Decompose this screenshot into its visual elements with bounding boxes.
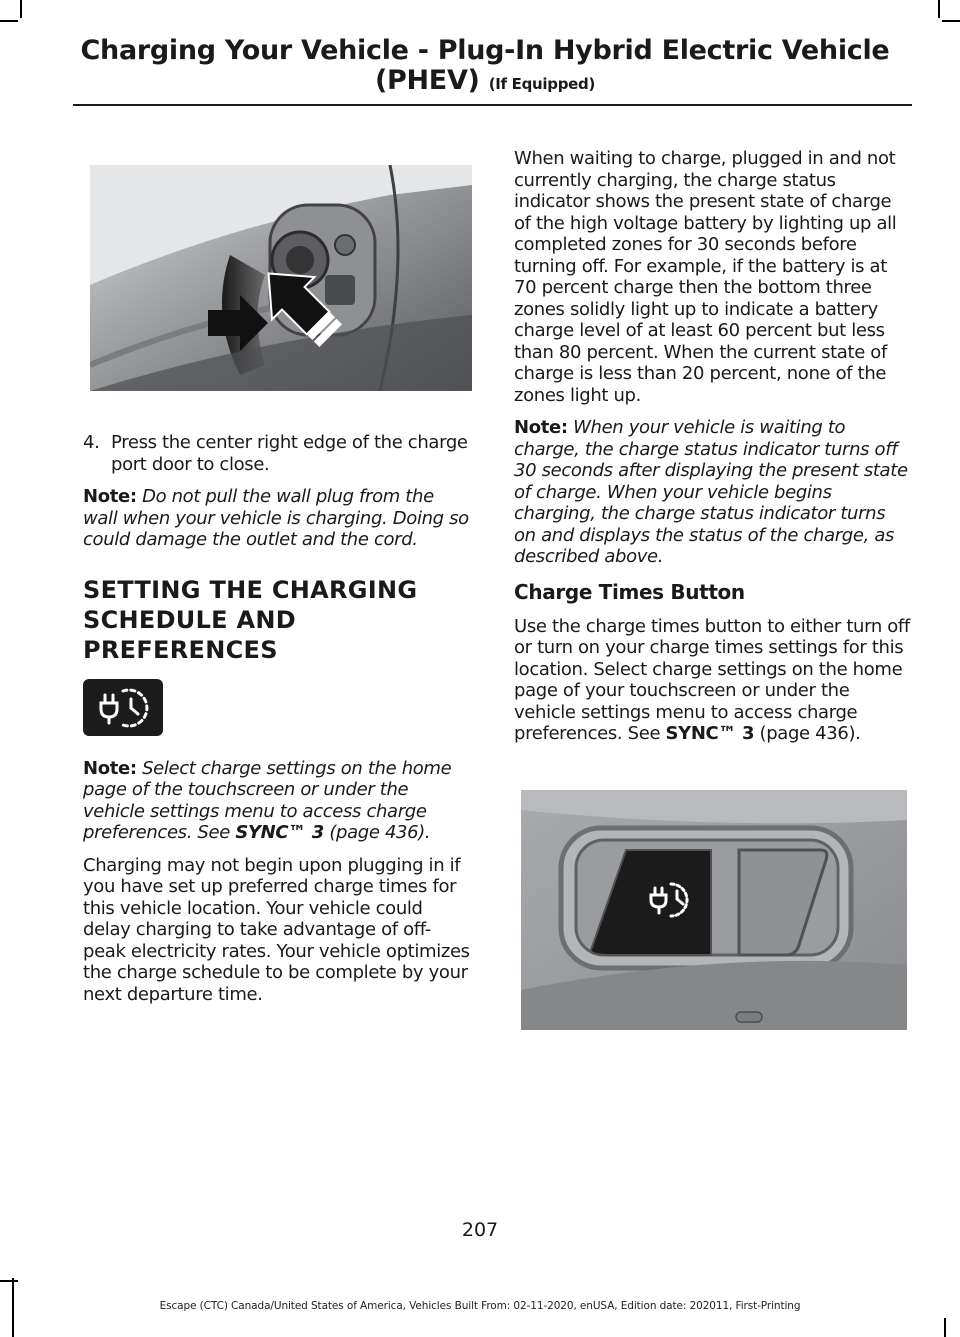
left-column: [83, 432, 473, 1016]
crop-mark: [938, 0, 940, 18]
note-paragraph: [514, 417, 910, 568]
sync-link[interactable]: SYNC™ 3: [665, 723, 755, 744]
sync-link[interactable]: SYNC™ 3: [235, 822, 324, 843]
page-ref: (page 436).: [329, 822, 431, 843]
crop-mark: [20, 0, 22, 18]
page-number: 207: [461, 1219, 499, 1241]
plug-clock-icon: [93, 685, 153, 729]
right-column: [514, 148, 910, 756]
crop-mark: [0, 1280, 18, 1282]
body-paragraph: When waiting to charge, plugged in and not currently charging, the charge status indicator shows the present state of charge of the high voltage battery by lighting up all completed zones for 30 seconds before turning off. For example, if the battery is at 70 percent charge then the bottom three zones solidly light up to indicate a battery charge level of at least 60 percent but less than 80 percent. When the current state of charge is less than 20 percent, none of the zones light up.: [514, 148, 897, 406]
crop-mark: [942, 20, 960, 22]
step-text: Press the center right edge of the charge port door to close.: [111, 432, 468, 475]
charge-times-button-illustration: [521, 790, 907, 1030]
crop-mark: [944, 1318, 946, 1337]
note-label: Note:: [514, 417, 568, 438]
charge-button-svg: [521, 790, 907, 1030]
charge-port-door-illustration: [90, 165, 472, 391]
body-text: Use the charge times button to either turn off or turn on your charge times settings for this location. Select charge settings on the home page of your touchscreen or under the vehicle settings menu to access charge preferences. See: [514, 615, 910, 744]
note-label: Note:: [83, 486, 137, 507]
step-number: 4.: [83, 432, 100, 453]
edition-line: Escape (CTC) Canada/United States of America, Vehicles Built From: 02-11-2020, enUSA, Edition date: 202011, First-Printing: [159, 1300, 801, 1312]
list-item: [83, 432, 473, 475]
header-title-line2: (PHEV): [374, 65, 480, 96]
header-rule: [73, 104, 912, 106]
charge-schedule-icon: [83, 679, 163, 736]
header-title-suffix: (If Equipped): [488, 75, 596, 93]
body-paragraph: Charging may not begin upon plugging in if you have set up preferred charge times for this vehicle location. Your vehicle could delay charging to take advantage of off-peak electricity rates. Your vehicle optimizes the charge schedule to be complete by your next departure time.: [83, 854, 470, 1005]
section-heading: SETTING THE CHARGING SCHEDULE AND PREFERENCES: [83, 575, 418, 664]
note-label: Note:: [83, 757, 137, 779]
page-header: [60, 36, 910, 99]
note-paragraph: [83, 486, 473, 551]
subheading: Charge Times Button: [514, 579, 745, 604]
page-ref: (page 436).: [759, 723, 861, 744]
crop-mark: [0, 20, 18, 22]
note-text: Select charge settings on the home page of the touchscreen or under the vehicle settings menu to access charge preferences. See: [83, 757, 452, 843]
body-paragraph: [514, 616, 910, 745]
note-text: Do not pull the wall plug from the wall when your vehicle is charging. Doing so could damage the outlet and the cord.: [83, 486, 469, 550]
header-title: Charging Your Vehicle - Plug-In Hybrid Electric Vehicle: [80, 35, 890, 66]
note-paragraph: [83, 758, 473, 844]
note-text: When your vehicle is waiting to charge, the charge status indicator turns off 30 seconds after displaying the present state of charge. When your vehicle begins charging, the charge status indicator turns on and displays the status of the charge, as described above.: [514, 417, 908, 567]
charge-port-svg: [90, 165, 472, 391]
